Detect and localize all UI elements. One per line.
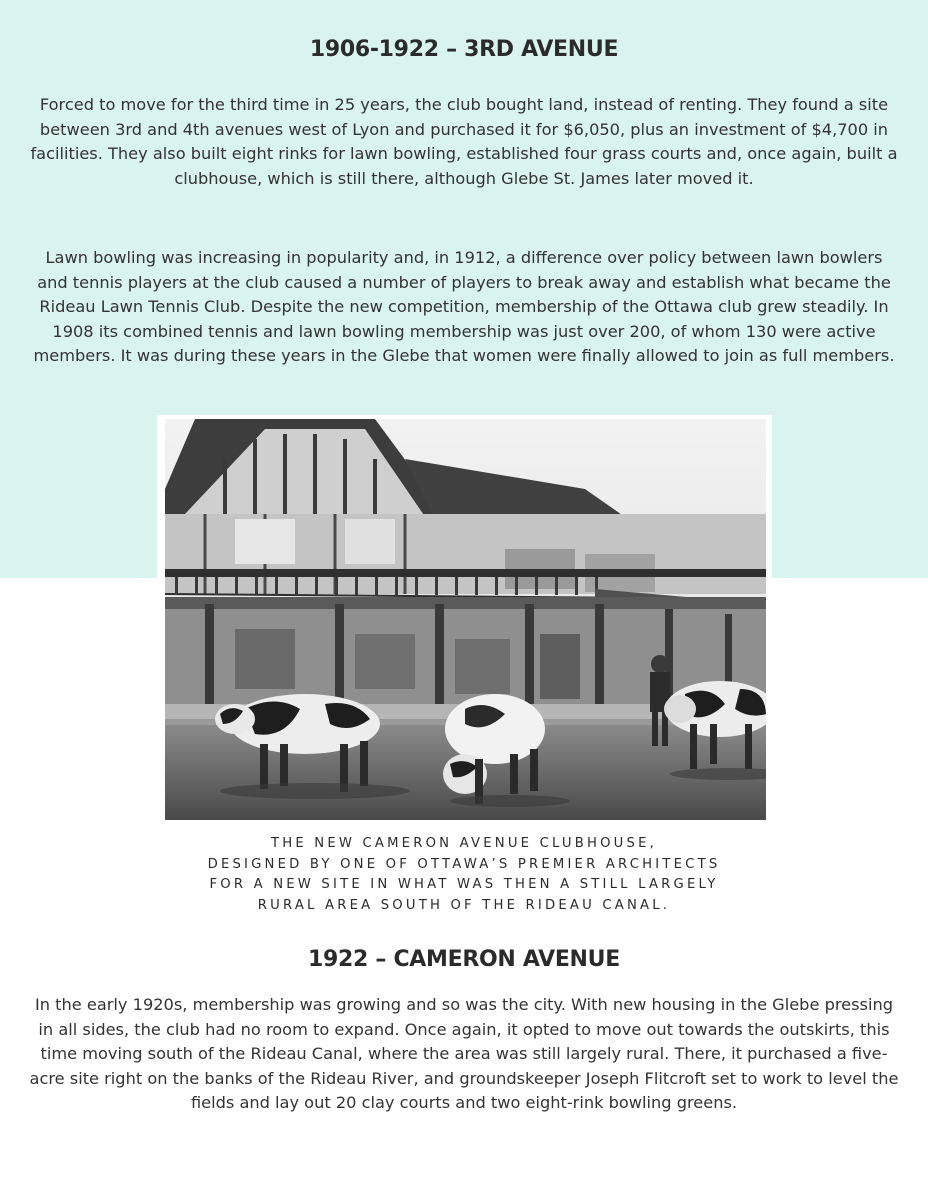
photo-frame	[157, 415, 772, 826]
caption-line-4: RURAL AREA SOUTH OF THE RIDEAU CANAL.	[257, 897, 671, 913]
section-title-cameron-avenue: 1922 – CAMERON AVENUE	[308, 947, 620, 972]
section-1-paragraph-2: Lawn bowling was increasing in popularity and, in 1912, a difference over policy between lawn bowlers and tennis players at the club caused a number of players to break away and establish what became the Rideau Lawn Tennis Club. Despite the new competition, membership of the Ottawa club grew steadily. In 1908 its combined tennis and lawn bowling membership was just over 200, of whom 130 were active members. It was during these years in the Glebe that women were finally allowed to join as full members.	[33, 248, 895, 365]
section-1-paragraph-1: Forced to move for the third time in 25 years, the club bought land, instead of renting. They found a site between 3rd and 4th avenues west of Lyon and purchased it for $6,050, plus an investment of $4,700 in facilities. They also built eight rinks for lawn bowling, established four grass courts and, once again, built a clubhouse, which is still there, although Glebe St. James later moved it.	[30, 95, 898, 188]
caption-line-2: DESIGNED BY ONE OF OTTAWA’S PREMIER ARCHITECTS	[207, 856, 721, 872]
section-2-paragraph-1: In the early 1920s, membership was growing and so was the city. With new housing in the Glebe pressing in all sides, the club had no room to expand. Once again, it opted to move out towards the outskirts, this time moving south of the Rideau Canal, where the area was still largely rural. There, it purchased a five-acre site right on the banks of the Rideau River, and groundskeeper Joseph Flitcroft set to work to level the fields and lay out 20 clay courts and two eight-rink bowling greens.	[29, 995, 899, 1112]
photo-caption	[120, 834, 808, 916]
clubhouse-photo-illustration	[165, 419, 766, 820]
section-title-3rd-avenue: 1906-1922 – 3RD AVENUE	[309, 37, 619, 62]
clubhouse-photo	[165, 419, 766, 820]
caption-line-3: FOR A NEW SITE IN WHAT WAS THEN A STILL LARGELY	[209, 877, 719, 892]
caption-line-1: THE NEW CAMERON AVENUE CLUBHOUSE,	[270, 836, 658, 851]
